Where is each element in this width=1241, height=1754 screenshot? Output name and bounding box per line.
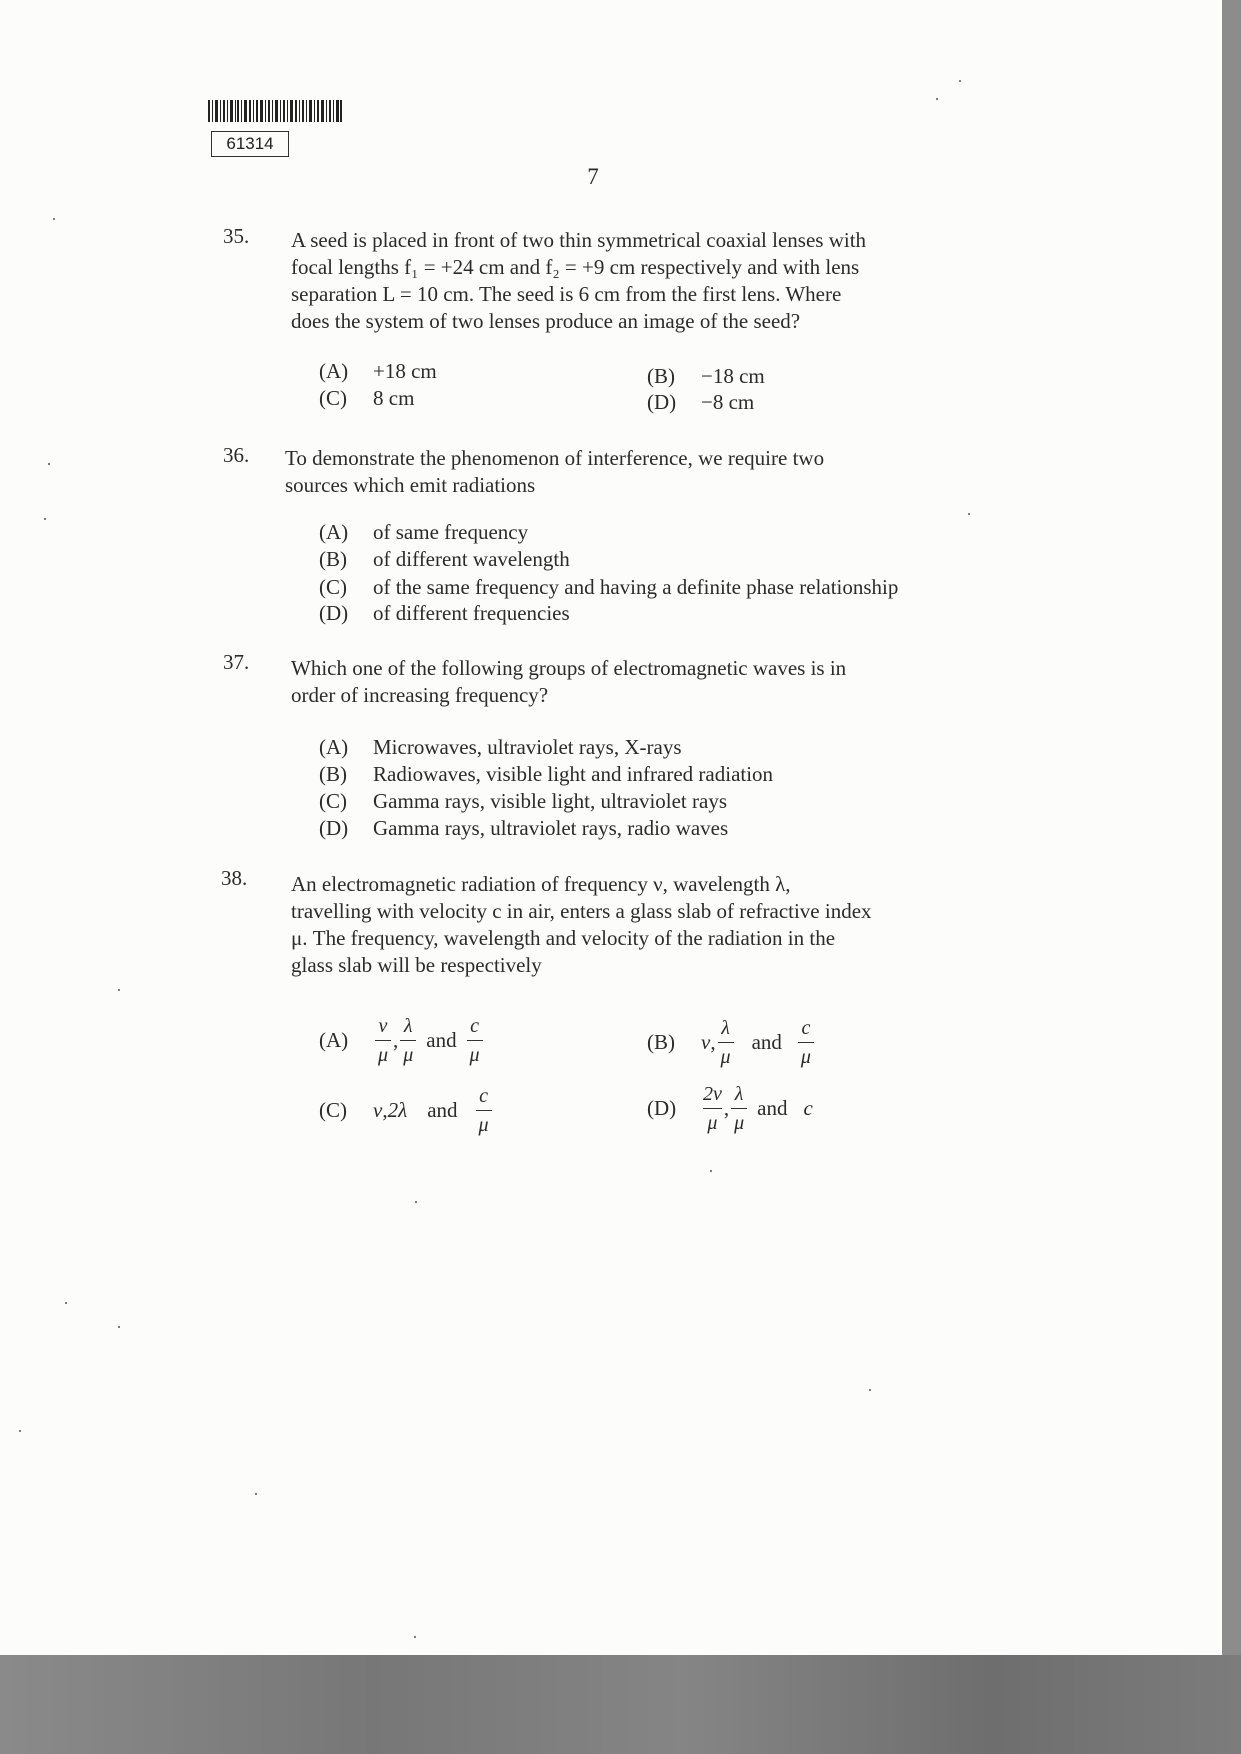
scan-speck <box>48 463 50 465</box>
fraction: $\frac{\lambda}{\mu}$ <box>731 1083 747 1134</box>
scan-speck <box>414 1636 416 1638</box>
fraction: $\frac{\lambda}{\mu}$ <box>718 1017 734 1068</box>
scan-speck <box>19 1430 21 1432</box>
question-line: order of increasing frequency? <box>291 683 549 707</box>
fraction: $\frac{\lambda}{\mu}$ <box>400 1015 416 1066</box>
option: (A) Microwaves, ultraviolet rays, X-rays <box>319 735 682 759</box>
scan-speck <box>968 513 970 515</box>
scan-right-edge <box>1222 0 1241 1655</box>
scan-speck <box>118 989 120 991</box>
question-line: Which one of the following groups of electromagnetic waves is in <box>291 656 847 680</box>
scan-speck <box>118 1326 120 1328</box>
barcode <box>208 100 342 122</box>
scan-speck <box>255 1493 257 1495</box>
option: (C) ν , 2λ and $\frac{c}{\mu}$ <box>319 1085 494 1136</box>
option: (C) 8 cm <box>319 386 415 410</box>
fraction: $\frac{c}{\mu}$ <box>467 1015 483 1066</box>
question-line: does the system of two lenses produce an image of the seed? <box>291 309 801 333</box>
scan-speck <box>415 1201 417 1203</box>
option: (B) ν , $\frac{\lambda}{\mu}$ and $\frac{c}{\mu}$ <box>647 1017 816 1068</box>
option: (A) +18 cm <box>319 359 437 383</box>
question-number: 36. <box>223 443 250 467</box>
option: (D) $\frac{2\nu}{\mu}$ , $\frac{\lambda}{\mu}$ and c <box>647 1083 813 1134</box>
question-text <box>285 445 966 499</box>
question-number: 38. <box>221 866 248 890</box>
option: (D) of different frequencies <box>319 601 570 625</box>
question-text <box>291 655 966 709</box>
paper-code: 61314 <box>211 131 289 157</box>
fraction: $\frac{\nu}{\mu}$ <box>375 1015 391 1066</box>
question-line: glass slab will be respectively <box>291 953 542 977</box>
scan-speck <box>959 80 961 82</box>
question-text <box>291 227 966 335</box>
question-line: An electromagnetic radiation of frequency ν, wavelength λ, <box>291 872 791 896</box>
question-line: sources which emit radiations <box>285 473 536 497</box>
scan-speck <box>44 518 46 520</box>
option: (D) Gamma rays, ultraviolet rays, radio waves <box>319 816 729 840</box>
option: (B) −18 cm <box>647 364 765 388</box>
option: (D) −8 cm <box>647 390 755 414</box>
question-line: A seed is placed in front of two thin symmetrical coaxial lenses with <box>291 228 867 252</box>
scan-speck <box>869 1389 871 1391</box>
fraction: $\frac{2\nu}{\mu}$ <box>703 1083 722 1134</box>
option: (A) $\frac{\nu}{\mu}$ , $\frac{\lambda}{\mu}$ and $\frac{c}{\mu}$ <box>319 1015 485 1066</box>
scan-speck <box>65 1302 67 1304</box>
question-line: focal lengths f₁ = +24 cm and f₂ = +9 cm respectively and with lens <box>291 255 860 279</box>
fraction: $\frac{c}{\mu}$ <box>798 1017 814 1068</box>
question-line: μ. The frequency, wavelength and velocity of the radiation in the <box>291 926 836 950</box>
scan-speck <box>710 1170 712 1172</box>
page-number: 7 <box>587 164 599 189</box>
question-text <box>291 871 966 979</box>
option: (C) Gamma rays, visible light, ultraviolet rays <box>319 789 728 813</box>
option: (B) Radiowaves, visible light and infrared radiation <box>319 762 774 786</box>
fraction: $\frac{c}{\mu}$ <box>476 1085 492 1136</box>
option: (A) of same frequency <box>319 520 529 544</box>
question-line: separation L = 10 cm. The seed is 6 cm from the first lens. Where <box>291 282 842 306</box>
scan-bottom-edge <box>0 1655 1241 1754</box>
question-number: 35. <box>223 224 250 248</box>
question-line: travelling with velocity c in air, enters a glass slab of refractive index <box>291 899 872 923</box>
option: (B) of different wavelength <box>319 547 570 571</box>
scan-speck <box>936 98 938 100</box>
option: (C) of the same frequency and having a definite phase relationship <box>319 575 899 599</box>
question-number: 37. <box>223 650 250 674</box>
question-line: To demonstrate the phenomenon of interference, we require two <box>285 446 825 470</box>
scan-speck <box>53 218 55 220</box>
